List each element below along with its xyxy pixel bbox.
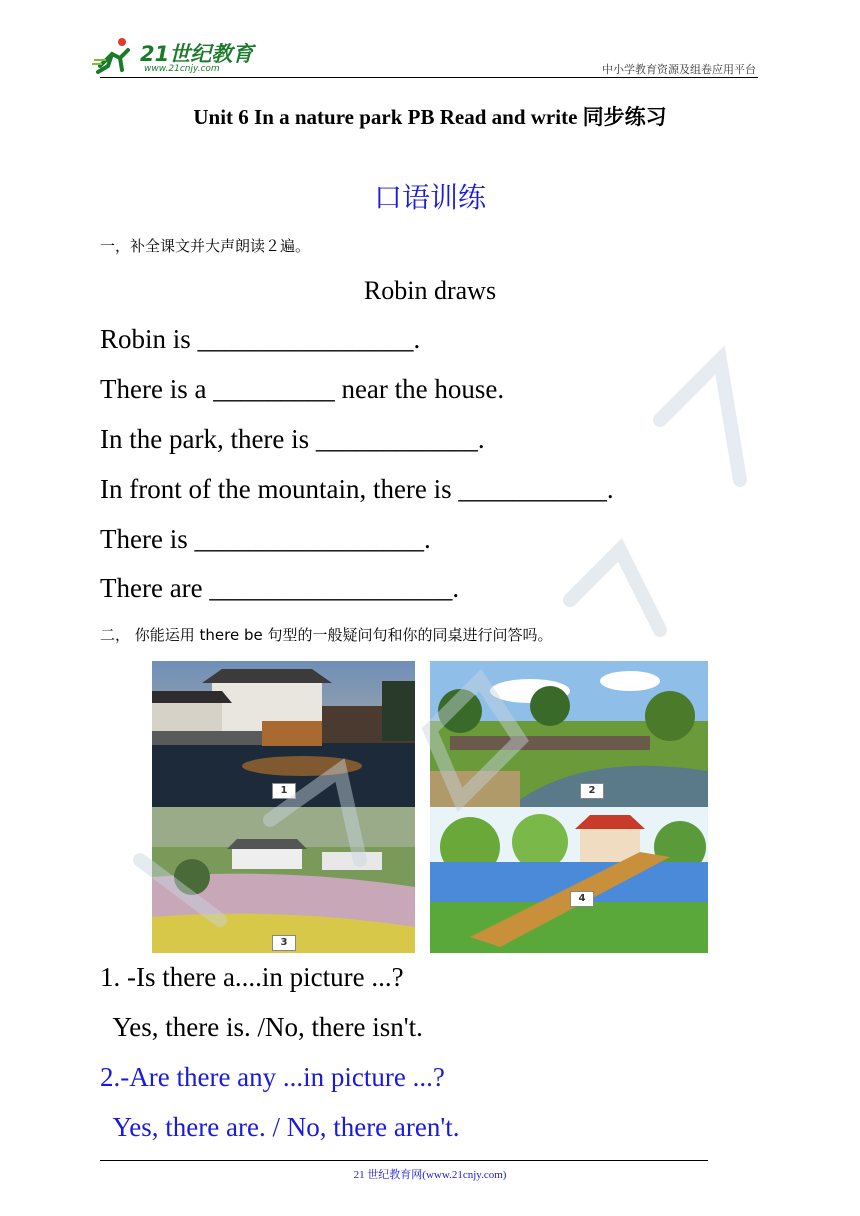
fill-blank-line: There is _________________. <box>100 524 431 554</box>
fill-blank-line: In the park, there is ____________. <box>100 424 485 454</box>
header-divider <box>100 77 758 78</box>
answer-1: Yes, there is. /No, there isn't. <box>100 1012 423 1042</box>
fill-blank-line: In front of the mountain, there is ___________. <box>100 474 614 504</box>
logo-url: www.21cnjy.com <box>144 64 220 74</box>
picture-4 <box>430 807 708 953</box>
answer-2: Yes, there are. / No, there aren't. <box>100 1112 460 1142</box>
section-heading: 口语训练 <box>373 181 486 214</box>
picture-2 <box>430 661 708 807</box>
fill-blank-line: Robin is ________________. <box>100 324 421 354</box>
picture-3 <box>152 807 415 953</box>
header-tagline: 中小学教育资源及组卷应用平台 <box>602 63 756 76</box>
page-title: Unit 6 In a nature park PB Read and write 同步练习 <box>193 105 667 129</box>
picture-grid <box>152 661 708 953</box>
picture-1 <box>152 661 415 807</box>
question-2: 2.-Are there any ...in picture ...? <box>100 1062 445 1092</box>
picture-number: 3 <box>272 935 296 951</box>
fill-blank-line: There are __________________. <box>100 573 460 603</box>
footer-text: 21 世纪教育网(www.21cnjy.com) <box>353 1169 507 1181</box>
part1-instruction: 一，补全课文并大声朗读２遍。 <box>100 237 311 255</box>
picture-number: 2 <box>580 783 604 799</box>
logo-text: 21世纪教育 <box>140 42 254 66</box>
part2-instruction: 二， 你能运用 there be 句型的一般疑问句和你的同桌进行问答吗。 <box>100 626 553 644</box>
site-logo <box>92 36 262 78</box>
question-1: 1. -Is there a....in picture ...? <box>100 962 404 992</box>
picture-number: 4 <box>570 891 594 907</box>
passage-title: Robin draws <box>363 276 497 305</box>
fill-blank-line: There is a _________ near the house. <box>100 374 505 404</box>
footer-divider <box>100 1160 708 1161</box>
runner-logo-icon <box>92 36 138 74</box>
picture-number: 1 <box>272 783 296 799</box>
